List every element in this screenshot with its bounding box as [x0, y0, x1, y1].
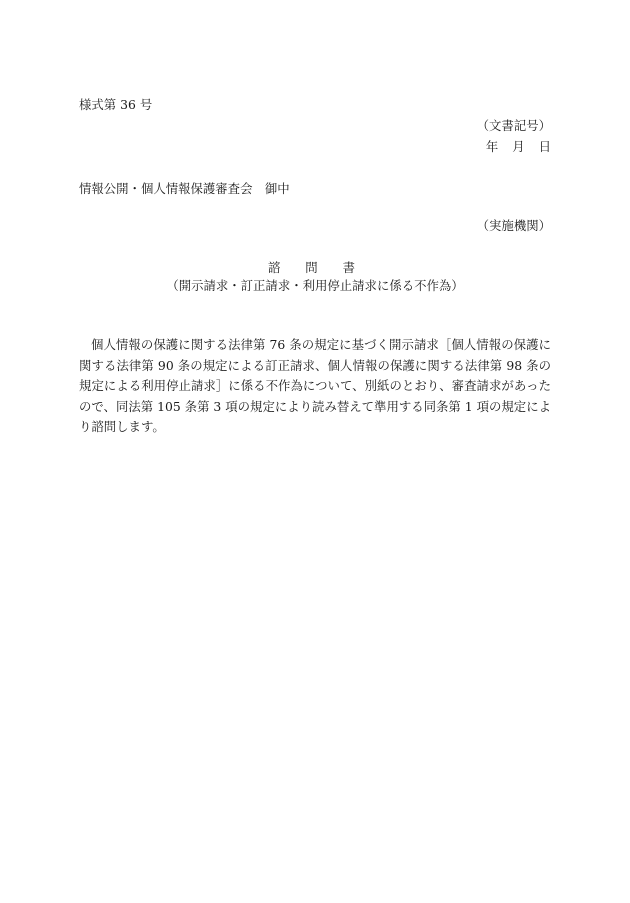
date-line	[486, 139, 551, 155]
document-code: （文書記号）	[476, 118, 551, 133]
agency: （実施機関）	[476, 218, 551, 233]
form-number: 様式第 36 号	[79, 97, 153, 112]
date-day: 日	[538, 139, 551, 154]
addressee: 情報公開・個人情報保護審査会 御中	[79, 181, 290, 196]
date-year: 年	[485, 139, 499, 154]
body-paragraph: 個人情報の保護に関する法律第 76 条の規定に基づく開示請求［個人情報の保護に関する法律第 90 条の規定による訂正請求、個人情報の保護に関する法律第 98 条の規定による利用停止請求］に係る不作為について、別紙のとおり、審査請求があったので、同法第 105 条第 3 項の規定により読み替えて準用する同条第 1 項の規定により諮問します。	[79, 337, 551, 434]
document-title: 諮問書	[267, 260, 381, 275]
document-subtitle: （開示請求・訂正請求・利用停止請求に係る不作為）	[166, 278, 464, 293]
date-month: 月	[512, 139, 525, 154]
